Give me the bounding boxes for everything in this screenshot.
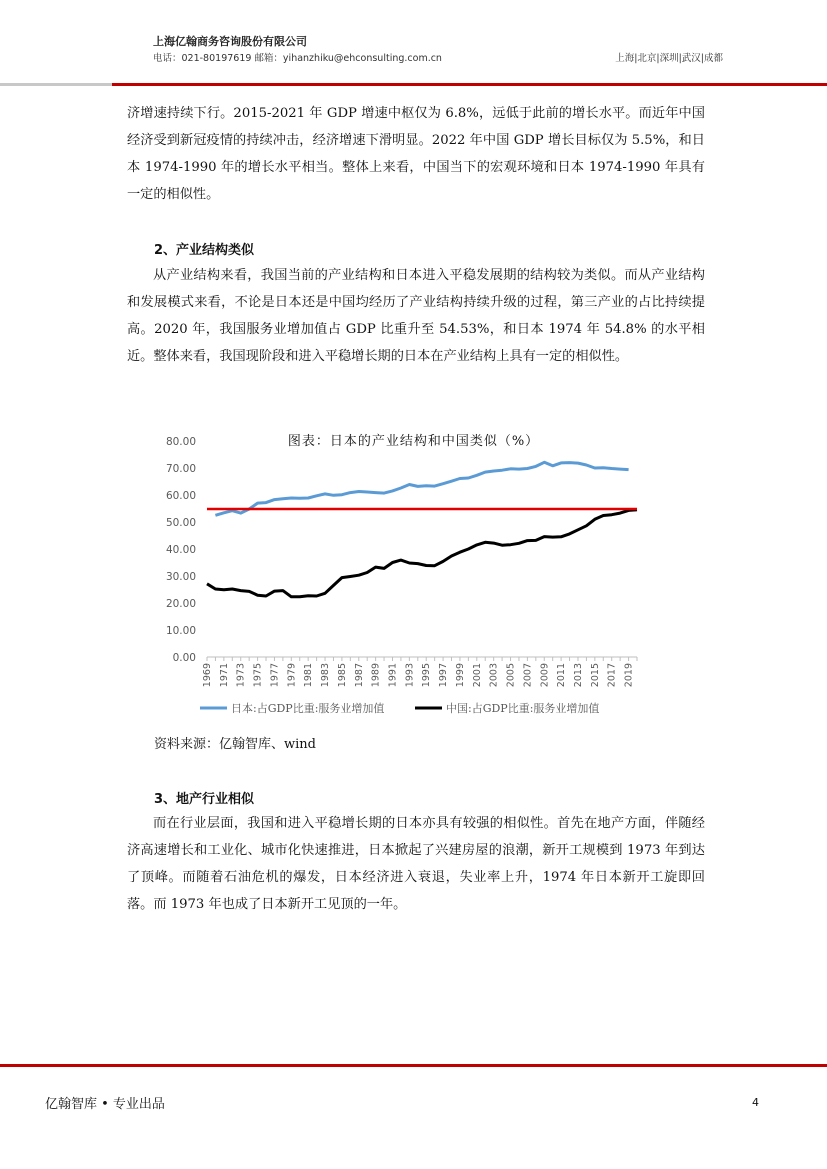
x-tick-label: 1971 (218, 663, 230, 688)
x-tick-label: 1979 (286, 663, 298, 688)
china-series-line (207, 510, 637, 597)
x-tick-label: 1991 (387, 663, 399, 688)
x-tick-label: 1993 (404, 663, 416, 688)
x-tick-label: 2013 (572, 663, 584, 688)
y-axis (166, 436, 196, 664)
x-tick-label: 2011 (556, 663, 568, 688)
y-tick-label: 80.00 (165, 436, 196, 448)
x-tick-label: 2009 (539, 663, 551, 688)
x-tick-label: 1981 (303, 663, 315, 688)
page-number: 4 (752, 1096, 759, 1109)
y-tick-label: 60.00 (165, 490, 196, 502)
x-tick-label: 1975 (252, 663, 264, 688)
x-tick-label: 2019 (623, 663, 635, 688)
x-tick-label: 2005 (505, 663, 517, 688)
x-tick-label: 2001 (471, 663, 483, 688)
x-tick-label: 1999 (454, 663, 466, 688)
paragraph-macro: 济增速持续下行。2015-2021 年 GDP 增速中枢仅为 6.8%，远低于此前的增长水平。而近年中国经济受到新冠疫情的持续冲击，经济增速下滑明显。2022 年中国 GDP 增长目标仅为 5.5%，和日本 1974-1990 年的增长水平相当。整体上来看，中国当下的宏观环境和日本 1974-1990 年具有一定的相似性。 (127, 106, 705, 202)
x-axis (202, 657, 637, 687)
y-tick-label: 10.00 (165, 625, 196, 637)
footer-rule (0, 1064, 827, 1067)
industry-structure-line-chart (150, 430, 650, 730)
company-name: 上海亿翰商务咨询股份有限公司 (153, 35, 307, 48)
chart-legend (200, 701, 599, 715)
x-tick-label: 1977 (269, 663, 281, 688)
chart-title: 图表：日本的产业结构和中国类似（%） (287, 434, 540, 449)
office-cities: 上海|北京|深圳|武汉|成都 (615, 53, 723, 64)
y-tick-label: 40.00 (165, 544, 196, 556)
header-rule-red (112, 83, 827, 86)
data-source: 资料来源：亿翰智库、wind (154, 737, 316, 752)
y-tick-label: 50.00 (165, 517, 196, 529)
x-tick-label: 1987 (353, 663, 365, 688)
y-tick-label: 20.00 (165, 598, 196, 610)
footer-brand: 亿翰智库 • 专业出品 (45, 1097, 165, 1112)
x-tick-label: 2003 (488, 663, 500, 688)
legend-japan-label: 日本:占GDP比重:服务业增加值 (231, 702, 385, 715)
series-layer (207, 462, 637, 597)
paragraph-real-estate: 而在行业层面，我国和进入平稳增长期的日本亦具有较强的相似性。首先在地产方面，伴随经济高速增长和工业化、城市化快速推进，日本掀起了兴建房屋的浪潮，新开工规模到 1973 年到达了顶峰。而随着石油危机的爆发，日本经济进入衰退，失业率上升，1974 年日本新开工旋即回落。而 1973 年也成了日本新开工见顶的一年。 (127, 816, 705, 912)
x-tick-label: 1997 (438, 663, 450, 688)
y-tick-label: 70.00 (165, 463, 196, 475)
y-tick-label: 0.00 (172, 652, 196, 664)
x-tick-label: 1995 (421, 663, 433, 688)
section-heading-real-estate: 3、地产行业相似 (154, 792, 255, 807)
legend-china-label: 中国:占GDP比重:服务业增加值 (446, 702, 600, 715)
japan-series-line (215, 462, 628, 515)
x-tick-label: 2015 (589, 663, 601, 688)
x-tick-label: 1983 (320, 663, 332, 688)
x-tick-label: 2007 (522, 663, 534, 688)
contact-info: 电话：021-80197619 邮箱：yihanzhiku@ehconsulting.com.cn (153, 53, 442, 64)
x-tick-label: 1989 (370, 663, 382, 688)
x-tick-label: 1969 (202, 663, 213, 688)
paragraph-industry-structure: 从产业结构来看，我国当前的产业结构和日本进入平稳发展期的结构较为类似。而从产业结构和发展模式来看，不论是日本还是中国均经历了产业结构持续升级的过程，第三产业的占比持续提高。2020 年，我国服务业增加值占 GDP 比重升至 54.53%，和日本 1974 年 54.8% 的水平相近。整体来看，我国现阶段和进入平稳增长期的日本在产业结构上具有一定的相似性。 (127, 268, 705, 364)
section-heading-industry-structure: 2、产业结构类似 (154, 243, 255, 258)
x-tick-label: 1985 (336, 663, 348, 688)
x-tick-label: 2017 (606, 663, 618, 688)
y-tick-label: 30.00 (165, 571, 196, 583)
x-tick-label: 1973 (235, 663, 247, 688)
